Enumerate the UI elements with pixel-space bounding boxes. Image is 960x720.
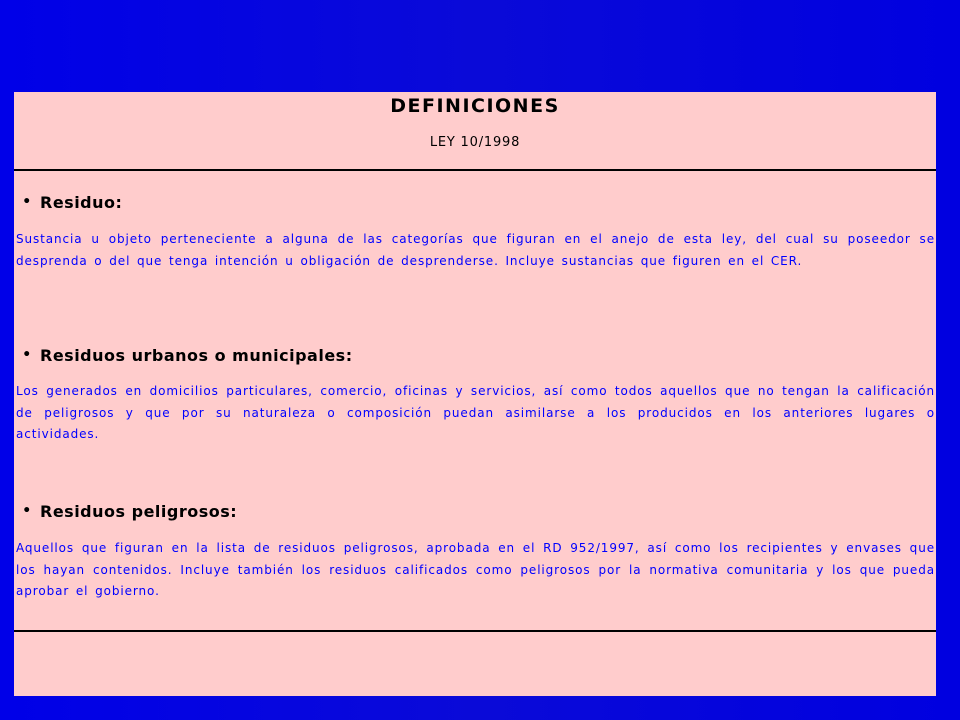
law-subtitle: LEY 10/1998 — [429, 135, 521, 150]
bullet-icon: • — [22, 347, 32, 363]
section-heading-residuos-peligrosos — [14, 501, 237, 521]
top-divider — [14, 169, 936, 171]
section-definition-residuo: Sustancia u objeto perteneciente a alguna de las categorías que figuran en el anejo de esta ley, del cual su poseedor se desprenda o del que tenga intención u obligación de desprenderse. Incluye sustancias que figuren en el CER. — [16, 232, 935, 268]
bottom-divider — [14, 630, 936, 632]
section-heading-residuo — [14, 192, 122, 212]
definitions-panel — [14, 92, 936, 696]
section-heading-label: Residuos urbanos o municipales: — [40, 345, 353, 365]
page-title: DEFINICIONES — [390, 95, 560, 117]
section-heading-label: Residuo: — [40, 192, 123, 212]
section-definition-residuos-urbanos: Los generados en domicilios particulares, comercio, oficinas y servicios, así como todos aquellos que no tengan la calificación de peligrosos y que por su naturaleza o composición puedan asimilarse a los producidos en los anteriores lugares o actividades. — [16, 384, 935, 441]
section-heading-label: Residuos peligrosos: — [40, 501, 238, 521]
section-heading-residuos-urbanos — [14, 345, 353, 365]
bullet-icon: • — [22, 194, 32, 210]
bullet-icon: • — [22, 503, 32, 519]
section-definition-residuos-peligrosos: Aquellos que figuran en la lista de residuos peligrosos, aprobada en el RD 952/1997, así como los recipientes y envases que los hayan contenidos. Incluye también los residuos calificados como peligrosos por la normativa comunitaria y los que pueda aprobar el gobierno. — [16, 541, 935, 598]
